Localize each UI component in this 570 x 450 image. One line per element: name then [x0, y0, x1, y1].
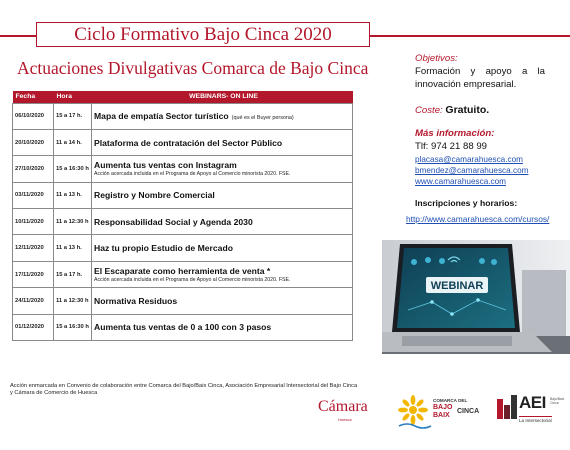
website-link[interactable]: www.camarahuesca.com: [415, 177, 507, 186]
session-title: Aumenta tus ventas con Instagram: [94, 160, 237, 171]
session-subnote: Acción acercada incluida en el Programa de Apoyo al Comercio minorista 2020. FSE.: [94, 171, 291, 178]
comarca-logo: [397, 394, 487, 430]
camara-logo: [318, 398, 368, 416]
row-session: [92, 182, 353, 208]
row-time: 11 a 12:30 h: [54, 209, 92, 235]
header-hora: Hora: [54, 91, 92, 103]
row-time: 15 a 17 h.: [54, 261, 92, 287]
header-fecha: Fecha: [13, 91, 54, 103]
mas-info-block: Más información:: [415, 128, 495, 139]
row-time: 11 a 13 h.: [54, 182, 92, 208]
webinar-laptop-image: [382, 240, 570, 354]
inscripciones-link[interactable]: http://www.camarahuesca.com/cursos/: [406, 214, 550, 224]
aei-logo-sub: La Intersectorial: [519, 418, 552, 423]
comarca-line-4: CINCA: [457, 408, 480, 415]
row-session: [92, 235, 353, 261]
session-note: (qué es el Buyer persona): [231, 115, 294, 122]
session-title: Responsabilidad Social y Agenda 2030: [94, 216, 253, 227]
session-title: Plataforma de contratación del Sector Público: [94, 137, 283, 148]
row-time: 11 a 14 h.: [54, 129, 92, 155]
comarca-line-3: BAIX: [433, 412, 450, 419]
aei-logo-text: AEI: [519, 393, 546, 412]
row-date: 06/10/2020: [13, 103, 54, 129]
row-session: [92, 209, 353, 235]
table-header-row: [13, 91, 353, 103]
row-session: [92, 103, 353, 129]
page-title: Ciclo Formativo Bajo Cinca 2020: [36, 22, 370, 47]
objetivos-block: Objetivos:: [415, 53, 458, 64]
email-link-placasa[interactable]: placasa@camarahuesca.com: [415, 155, 523, 164]
table-row: [13, 129, 353, 155]
comarca-line-2: BAJO: [433, 404, 453, 411]
row-date: 12/11/2020: [13, 235, 54, 261]
row-date: 03/11/2020: [13, 182, 54, 208]
aei-logo-mark: [497, 395, 521, 421]
row-date: 24/11/2020: [13, 288, 54, 314]
session-title: Normativa Residuos: [94, 295, 178, 306]
header-webinars: WEBINARS- ON LINE: [92, 91, 353, 103]
table-row: [13, 314, 353, 340]
table-row: [13, 261, 353, 287]
webinar-screen-text: WEBINAR: [430, 280, 484, 292]
session-title: Mapa de empatía Sector turístico: [94, 111, 229, 122]
row-time: 15 a 16:30 h: [54, 314, 92, 340]
session-subnote: Acción acercada incluida en el Programa de Apoyo al Comercio minorista 2020. FSE.: [94, 277, 291, 284]
row-time: 11 a 12:30 h: [54, 288, 92, 314]
row-session: [92, 314, 353, 340]
coste-block: [415, 104, 489, 116]
laptop-illustration: [382, 240, 570, 354]
coste-value: Gratuito.: [445, 104, 490, 116]
coste-label: Coste:: [415, 105, 443, 116]
session-title: Haz tu propio Estudio de Mercado: [94, 243, 233, 254]
row-date: 27/10/2020: [13, 156, 54, 182]
inscripciones-label: Inscripciones y horarios:: [415, 198, 518, 208]
row-session: [92, 261, 353, 287]
camara-logo-subtext: Huesca: [338, 417, 352, 422]
table-row: [13, 156, 353, 182]
email-link-bmendez[interactable]: bmendez@camarahuesca.com: [415, 166, 529, 175]
row-time: 11 a 13 h.: [54, 235, 92, 261]
row-date: 10/11/2020: [13, 209, 54, 235]
row-date: 17/11/2020: [13, 261, 54, 287]
session-title: Registro y Nombre Comercial: [94, 190, 215, 201]
table-row: [13, 182, 353, 208]
row-date: 20/10/2020: [13, 129, 54, 155]
row-session: [92, 288, 353, 314]
aei-logo-side: Bajo/Baix Cinca: [550, 397, 565, 405]
row-time: 15 a 16:30 h: [54, 156, 92, 182]
camara-logo-text: Cámara: [318, 398, 368, 415]
session-title: El Escaparate como herramienta de venta *: [94, 266, 271, 277]
aei-logo: [497, 393, 567, 433]
footer-agreement-text: Acción enmarcada en Convenio de colaboración entre Comarca del Bajo/Baix Cinca, Asociación Empresarial Intersectorial del Bajo Cinca y Cámara de Comercio de Huesca: [10, 383, 358, 397]
comarca-line-1: COMARCA DEL: [433, 398, 468, 403]
table-row: [13, 235, 353, 261]
session-title: Aumenta tus ventas de 0 a 100 con 3 pasos: [94, 322, 272, 333]
table-row: [13, 288, 353, 314]
objetivos-label: Objetivos: [415, 53, 455, 64]
row-date: 01/12/2020: [13, 314, 54, 340]
objetivos-text: Formación y apoyo a la innovación empresarial.: [415, 66, 545, 90]
row-time: 15 a 17 h.: [54, 103, 92, 129]
page-subtitle: Actuaciones Divulgativas Comarca de Bajo Cinca: [17, 58, 369, 78]
row-session: [92, 156, 353, 182]
table-row: [13, 103, 353, 129]
table-row: [13, 209, 353, 235]
mas-info-label: Más información: [415, 128, 492, 139]
row-session: [92, 129, 353, 155]
schedule-table: [12, 91, 353, 341]
phone-number: Tlf: 974 21 88 99: [415, 141, 488, 152]
